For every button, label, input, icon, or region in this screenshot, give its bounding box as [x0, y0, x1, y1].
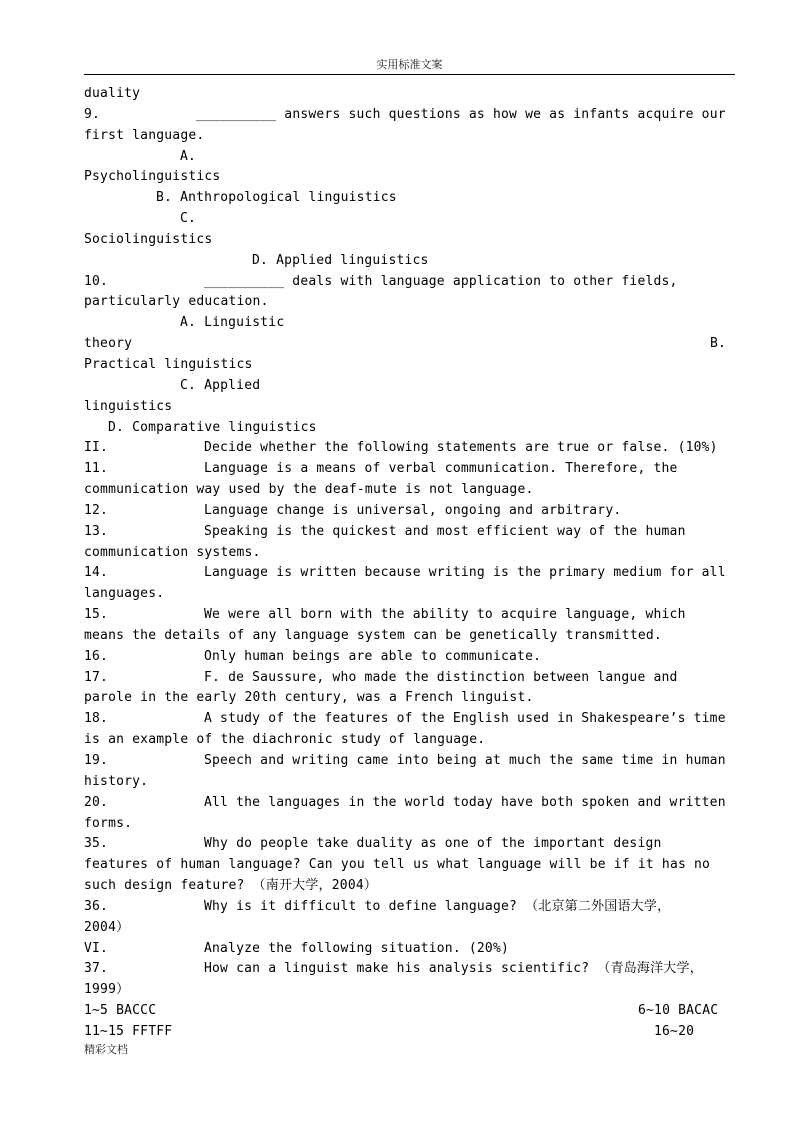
text-segment: particularly education.: [84, 294, 269, 310]
text-segment: 15.: [84, 607, 109, 623]
text-segment: Only human beings are able to communicate.: [204, 648, 542, 664]
text-segment: first language.: [84, 127, 205, 143]
text-segment: 35.: [84, 836, 109, 852]
text-line: [84, 876, 736, 897]
text-segment: languages.: [84, 586, 165, 602]
page-footer: 精彩文档: [84, 1043, 128, 1056]
text-line: [84, 313, 736, 334]
text-line: [84, 980, 736, 1001]
text-segment: D. Comparative linguistics: [108, 419, 317, 435]
text-line: [84, 522, 736, 543]
text-line: [84, 647, 736, 668]
text-segment: 20.: [84, 794, 109, 810]
text-line: [84, 438, 736, 459]
text-line: [84, 126, 736, 147]
text-segment: parole in the early 20th century, was a French linguist.: [84, 690, 534, 706]
text-segment: 13.: [84, 523, 109, 539]
text-segment: __________ answers such questions as how we as infants acquire our: [196, 106, 726, 122]
text-segment: Practical linguistics: [84, 356, 253, 372]
text-segment: B. Anthropological linguistics: [156, 190, 397, 206]
text-segment: Why do people take duality as one of the important design: [204, 836, 662, 852]
text-segment: linguistics: [84, 398, 173, 414]
text-line: [84, 272, 736, 293]
text-segment: 17.: [84, 669, 109, 685]
text-line: [84, 855, 736, 876]
text-line: [84, 688, 736, 709]
text-line: [84, 209, 736, 230]
text-line: [84, 480, 736, 501]
text-line: [84, 376, 736, 397]
text-line: [84, 751, 736, 772]
text-segment: Why is it difficult to define language? （北京第二外国语大学，: [204, 898, 671, 914]
text-segment: A. Linguistic: [180, 315, 285, 331]
text-segment: such design feature? （南开大学，2004）: [84, 878, 378, 894]
text-segment: Language is a means of verbal communication. Therefore, the: [204, 461, 678, 477]
text-segment: is an example of the diachronic study of language.: [84, 732, 486, 748]
text-segment: 16.: [84, 648, 109, 664]
text-segment: How can a linguist make his analysis scientific? （青岛海洋大学，: [204, 961, 703, 977]
text-segment: 36.: [84, 898, 109, 914]
text-line: [84, 959, 736, 980]
text-line: [84, 918, 736, 939]
header-rule: [84, 74, 735, 75]
text-line: [84, 84, 736, 105]
text-segment: 11~15 FFTFF: [84, 1023, 173, 1039]
text-line: [84, 709, 736, 730]
text-line: [84, 939, 736, 960]
text-line: [84, 459, 736, 480]
text-line: [84, 543, 736, 564]
text-line: [84, 251, 736, 272]
text-segment: __________ deals with language application to other fields,: [204, 273, 678, 289]
text-segment: communication way used by the deaf-mute is not language.: [84, 482, 534, 498]
text-segment: 1~5 BACCC: [84, 1003, 157, 1019]
text-segment: 9.: [84, 106, 101, 122]
text-segment: A.: [180, 148, 197, 164]
text-segment: 18.: [84, 711, 109, 727]
text-segment: F. de Saussure, who made the distinction between langue and: [204, 669, 678, 685]
text-segment: VI.: [84, 940, 109, 956]
text-segment: Decide whether the following statements are true or false. (10%): [204, 440, 718, 456]
text-line: [84, 1001, 736, 1022]
text-segment: C.: [180, 211, 197, 227]
text-segment: 2004）: [84, 919, 130, 935]
text-segment: 14.: [84, 565, 109, 581]
text-line: [84, 292, 736, 313]
text-line: [84, 834, 736, 855]
page-header: 实用标准文案: [376, 58, 443, 71]
text-line: [84, 105, 736, 126]
text-segment: duality: [84, 86, 141, 101]
text-segment: A study of the features of the English used in Shakespeare’s time: [204, 711, 726, 727]
text-line: [84, 397, 736, 418]
text-line: [84, 584, 736, 605]
text-segment: theory: [84, 336, 133, 352]
text-line: [84, 230, 736, 251]
text-line: [84, 897, 736, 918]
text-line: [84, 563, 736, 584]
text-segment: Sociolinguistics: [84, 231, 213, 247]
text-segment: history.: [84, 773, 149, 789]
text-segment: 11.: [84, 461, 109, 477]
text-segment: communication systems.: [84, 544, 261, 560]
text-line: [84, 814, 736, 835]
text-line: [84, 418, 736, 439]
text-segment: 37.: [84, 961, 109, 977]
document-body: [84, 84, 736, 1043]
text-line: [84, 334, 736, 355]
text-line: [84, 605, 736, 626]
text-line: [84, 355, 736, 376]
text-segment: 10.: [84, 273, 109, 289]
text-segment: features of human language? Can you tell us what language will be if it has no: [84, 857, 711, 873]
text-line: [84, 772, 736, 793]
text-segment: means the details of any language system can be genetically transmitted.: [84, 627, 662, 643]
text-line: [84, 188, 736, 209]
text-segment: Language change is universal, ongoing and arbitrary.: [204, 502, 622, 518]
text-segment: Analyze the following situation. (20%): [204, 940, 510, 956]
text-segment: Language is written because writing is the primary medium for all: [204, 565, 726, 581]
text-segment: Speaking is the quickest and most efficient way of the human: [204, 523, 686, 539]
text-line: [84, 668, 736, 689]
text-line: [84, 147, 736, 168]
text-segment: forms.: [84, 815, 133, 831]
text-segment: B.: [710, 336, 727, 352]
text-segment: All the languages in the world today have both spoken and written: [204, 794, 726, 810]
text-line: [84, 730, 736, 751]
text-segment: II.: [84, 440, 109, 456]
text-segment: We were all born with the ability to acquire language, which: [204, 607, 686, 623]
text-segment: 12.: [84, 502, 109, 518]
text-segment: C. Applied: [180, 377, 261, 393]
text-line: [84, 167, 736, 188]
text-segment: 6~10 BACAC: [638, 1003, 719, 1019]
text-segment: 1999）: [84, 982, 130, 998]
text-line: [84, 793, 736, 814]
text-segment: Speech and writing came into being at much the same time in human: [204, 753, 726, 768]
text-segment: Psycholinguistics: [84, 169, 221, 185]
text-segment: D. Applied linguistics: [252, 252, 429, 268]
text-segment: 16~20: [654, 1023, 695, 1039]
text-line: [84, 1022, 736, 1043]
text-line: [84, 501, 736, 522]
text-line: [84, 626, 736, 647]
text-segment: 19.: [84, 753, 109, 768]
